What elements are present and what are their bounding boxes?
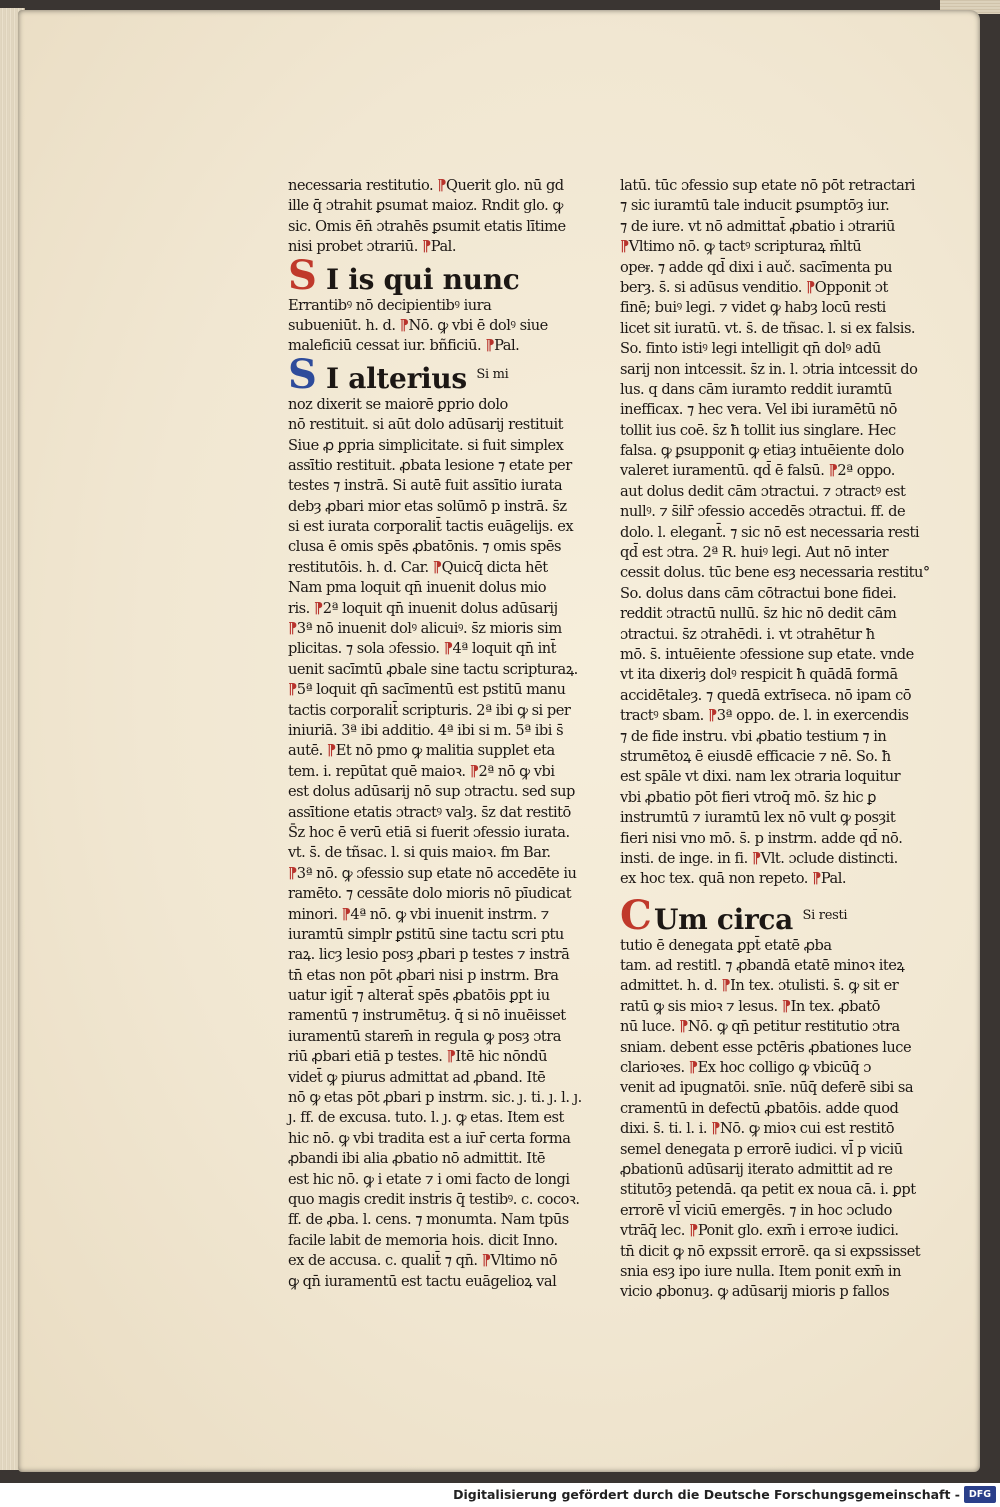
pilcrow-icon: ⁋ (432, 558, 442, 576)
pilcrow-icon: ⁋ (288, 620, 297, 638)
text-line: quo magis credit instris q̄ testibꝰ. c. cocoꝛ. (288, 1190, 580, 1208)
text-line: cessit dolus. tūc bene esȝ necessaria restitu° (620, 564, 930, 582)
text-line: assītione etatis ɔtractꝰ valȝ. s̄z dat restitō (288, 803, 571, 821)
text-line: necessaria restitutio. ⁋Querit glo. nū gd (288, 177, 564, 194)
text-line: ramēto. ⁊ cessāte dolo mioris nō pīudicat (288, 885, 572, 903)
text-line: nullꝰ. ⁊ s̄ilr̄ ɔfessio accedēs ɔtractui. ff. de (620, 503, 906, 521)
text-line: semel denegata p errorē iudici. vl̄ p viciū (620, 1140, 903, 1158)
text-line: vtrāq̄ lec. ⁋Ponit glo. exm̄ i erroꝛe iudici. (620, 1222, 899, 1240)
text-line: iniuriā. 3ª ibi additio. 4ª ibi si m. 5ª ibi s̄ (288, 721, 564, 739)
footer-bar (0, 1483, 1000, 1507)
text-line: snia esȝ ipo iure nulla. Item ponit exm̄ in (620, 1262, 901, 1280)
text-line: sniam. debent esse pctēris ꝓbationes luce (620, 1038, 912, 1056)
text-line: So. dolus dans cām cōtractui bone fidei. (620, 584, 897, 602)
text-line: valeret iuramentū. qd̄ ē falsū. ⁋2ª oppo. (620, 462, 895, 480)
heading-text: I is qui nunc (326, 262, 520, 296)
pilcrow-icon: ⁋ (421, 238, 431, 256)
right-bottom-lines (620, 936, 921, 1303)
text-line: vbi ꝓbatio pōt fieri vtroq̄ mō. s̄z hic ꝑ (620, 788, 877, 806)
pilcrow-icon: ⁋ (446, 1048, 456, 1066)
text-line: dixi. s̄. ti. l. i. ⁋Nō. ꝙ mioꝛ cui est restitō (620, 1120, 895, 1138)
text-line: subueniūt. h. d. ⁋Nō. ꝙ vbi ē dolꝰ siue (288, 316, 548, 334)
text-line: nū luce. ⁋Nō. ꝙ qn̄ petitur restitutio ɔtra (620, 1018, 900, 1036)
text-line: ɔtractui. s̄z ɔtrahēdi. i. vt ɔtrahētur ħ (620, 625, 875, 643)
pilcrow-icon: ⁋ (443, 640, 453, 658)
pilcrow-icon: ⁋ (485, 337, 495, 355)
pilcrow-icon: ⁋ (469, 762, 479, 780)
pilcrow-icon: ⁋ (751, 849, 761, 867)
dfg-logo: DFG (964, 1486, 996, 1503)
text-line: sarij non intcessit. s̄z in. l. ɔtria intcessit do (620, 360, 918, 378)
text-line: iuramtū simplr ꝑstitū sine tactu scri ptu (288, 925, 564, 943)
text-line: Nam pma loquit qn̄ inuenit dolus mio (288, 579, 546, 597)
text-line: si est iurata corporalit̄ tactis euāgelijs. ex (288, 518, 574, 536)
pilcrow-icon: ⁋ (721, 977, 731, 995)
text-line: ⁊ de fide instru. vbi ꝓbatio testium ⁊ in (620, 727, 887, 745)
text-line: tem. i. repūtat quē maioꝛ. ⁋2ª nō ꝙ vbi (288, 762, 555, 780)
text-line: stitutōȝ petendā. qa petit ex noua cā. i. ꝑpt (620, 1181, 916, 1199)
pilcrow-icon: ⁋ (828, 462, 838, 480)
text-line: testes ⁊ instrā. Si autē fuit assītio iurata (288, 477, 563, 495)
text-line: ris. ⁋2ª loquit qn̄ inuenit dolus adūsarij (288, 599, 558, 617)
text-line: ⁊ sic iuramtū tale inducit ꝑsumptōȝ iur. (620, 197, 890, 215)
text-line: clarioꝛes. ⁋Ex hoc colligo ꝙ vbicūq̄ ɔ (620, 1059, 871, 1077)
text-line: nō restituit. si aūt dolo adūsarij restituit (288, 416, 564, 434)
text-line: dolo. l. elegant̄. ⁊ sic nō est necessaria resti (620, 523, 920, 541)
text-line: finē; buiꝰ legi. ⁊ videt ꝙ habȝ locū resti (620, 299, 886, 317)
text-line: inefficax. ⁊ hec vera. Vel ibi iuramētū nō (620, 401, 897, 419)
text-line: Siue ꝓ ꝑpria simplicitate. si fuit simplex (288, 436, 564, 454)
text-line: ⁋Vltimo nō. ꝙ tactꝰ scripturaꝝ m̄ltū (620, 238, 862, 256)
section-heading-si-is-qui-nunc (288, 251, 548, 299)
pilcrow-icon: ⁋ (781, 997, 791, 1015)
text-line: ⁋3ª nō inuenit dolꝰ alicuiꝰ. s̄z mioris sim (288, 620, 562, 638)
text-line: ff. de ꝓba. l. cens. ⁊ monumta. Nam tpūs (288, 1211, 569, 1229)
text-line: mō. s̄. intuēiente ɔfessione sup etate. vnde (620, 645, 914, 663)
text-line: ramentū ⁊ instrumētuȝ. q̄ si nō inuēisset (288, 1007, 566, 1025)
text-line: ratū ꝙ sis mioꝛ ⁊ lesus. ⁋In tex. ꝓbatō (620, 997, 880, 1015)
heading-text: I alterius (326, 361, 467, 395)
text-line: videt̄ ꝙ piurus admittat ad ꝓband. Itē (288, 1068, 546, 1086)
text-line: ille q̄ ɔtrahit ꝑsumat maioz. Rndit glo. ꝙ (288, 197, 563, 215)
text-line: ꝙ qn̄ iuramentū est tactu euāgelioꝝ val (288, 1272, 557, 1290)
text-line: ⁋5ª loquit qn̄ sacīmentū est pstitū manu (288, 681, 566, 699)
pilcrow-icon: ⁋ (689, 1222, 698, 1240)
text-line: cramentū in defectū ꝓbatōis. adde quod (620, 1099, 899, 1117)
heading-side-text: Si mi (476, 366, 509, 382)
pilcrow-icon: ⁋ (288, 681, 297, 699)
text-line: tollit ius coē. s̄z ħ tollit ius singlare. Hec (620, 421, 896, 439)
text-line: tractꝰ sbam. ⁋3ª oppo. de. l. in exercendis (620, 707, 909, 725)
pilcrow-icon: ⁋ (806, 278, 815, 296)
text-line: ꝓbationū adūsarij iterato admittit ad re (620, 1160, 893, 1178)
text-line: uenit sacīmtū ꝓbale sine tactu scripturaꝝ. (288, 660, 578, 678)
text-line: restitutōis. h. d. Car. ⁋Quicq̄ dicta hēt (288, 558, 548, 576)
text-line: minori. ⁋4ª nō. ꝙ vbi inuenit instrm. ⁊ (288, 905, 549, 923)
text-line: clusa ē omis spēs ꝓbatōnis. ⁊ omis spēs (288, 538, 561, 556)
pilcrow-icon: ⁋ (620, 238, 629, 256)
section-heading-cum-circa (620, 891, 872, 939)
text-line: instrumtū ⁊ iuramtū lex nō vult ꝙ posȝit (620, 809, 896, 827)
text-line: facile labit de memoria hois. dicit Inno. (288, 1231, 558, 1249)
text-line: vicio ꝓbonuȝ. ꝙ adūsarij mioris p fallos (620, 1283, 890, 1301)
text-line: ex de accusa. c. qualit̄ ⁊ qn̄. ⁋Vltimo nō (288, 1252, 558, 1270)
text-line: vt ita dixeriȝ dolꝰ respicit ħ quādā formā (620, 666, 898, 684)
text-line: ⁋3ª nō. ꝙ ɔfessio sup etate nō accedēte iu (288, 864, 577, 882)
text-line: est dolus adūsarij nō sup ɔtractu. sed sup (288, 783, 575, 801)
right-column (620, 176, 930, 1303)
pilcrow-icon: ⁋ (437, 177, 447, 194)
right-top-lines (620, 176, 930, 890)
heading-text: Um circa (654, 902, 794, 936)
section-heading-si-alterius (288, 350, 548, 398)
text-line: tutio ē denegata ꝑpt̄ etatē ꝓba (620, 936, 832, 954)
text-line: berȝ. s̄. si adūsus venditio. ⁋Opponit ɔt (620, 278, 888, 296)
text-line: est spāle vt dixi. nam lex ɔtraria loquitur (620, 768, 901, 786)
text-line: lus. q dans cām iuramto reddit iuramtū (620, 380, 892, 398)
text-line: Errantibꝰ nō decipientibꝰ iura (288, 296, 492, 314)
text-line: vt. s̄. de tñsac. l. si quis maioꝛ. fm Bar. (288, 844, 551, 862)
pilcrow-icon: ⁋ (679, 1018, 688, 1036)
text-line: ȷ. ff. de excusa. tuto. l. ȷ. ꝙ etas. Item est (288, 1109, 564, 1127)
pilcrow-icon: ⁋ (707, 707, 717, 725)
text-line: venit ad ipugnatōi. snīe. nūq̄ deferē sibi sa (620, 1079, 914, 1097)
text-line: tn̄ etas non pōt ꝓbari nisi p instrm. Bra (288, 966, 559, 984)
text-line: hic nō. ꝙ vbi tradita est a iur̄ certa forma (288, 1129, 571, 1147)
pilcrow-icon: ⁋ (341, 905, 351, 923)
pilcrow-icon: ⁋ (288, 864, 297, 882)
pilcrow-icon: ⁋ (711, 1120, 720, 1138)
pilcrow-icon: ⁋ (313, 599, 323, 617)
text-line: noz dixerit se maiorē ꝑprio dolo (288, 395, 508, 413)
text-line: So. finto istiꝰ legi intelligit qn̄ dolꝰ adū (620, 340, 881, 358)
text-line: reddit ɔtractū nullū. s̄z hic nō dedit cām (620, 605, 897, 623)
text-line: errorē vl̄ viciū emergēs. ⁊ in hoc ɔcludo (620, 1201, 892, 1219)
text-line: plicitas. ⁊ sola ɔfessio. ⁋4ª loquit qn̄ int̄ (288, 640, 557, 658)
text-line: debȝ ꝓbari mior etas solūmō p instrā. s̄z (288, 497, 567, 515)
text-line: ex hoc tex. quā non repeto. ⁋Pal. (620, 870, 847, 888)
text-line: accidētaleȝ. ⁊ quedā extrīseca. nō ipam cō (620, 686, 912, 704)
text-line: raꝝ. licȝ lesio posȝ ꝓbari p testes ⁊ instrā (288, 946, 570, 964)
text-line: ⁊ de iure. vt nō admittat̄ ꝓbatio i ɔtrariū (620, 217, 895, 235)
pilcrow-icon: ⁋ (688, 1059, 698, 1077)
left-top-lines (288, 176, 566, 258)
pilcrow-icon: ⁋ (326, 742, 336, 760)
left-column (288, 176, 582, 1292)
text-line: latū. tūc ɔfessio sup etate nō pōt retractari (620, 177, 915, 194)
text-line: autē. ⁋Et nō pmo ꝙ malitia supplet eta (288, 742, 555, 760)
pilcrow-icon: ⁋ (399, 316, 409, 334)
text-line: fieri nisi vno mō. s̄. p instrm. adde qd̄ nō. (620, 829, 903, 847)
text-line: iuramentū starem̄ in regula ꝙ posȝ ɔtra (288, 1027, 561, 1045)
text-line: S̄z hoc ē verū etiā si fuerit ɔfessio iurata. (288, 823, 570, 841)
text-line: tam. ad restitl. ⁊ ꝓbandā etatē minoꝛ iteꝝ (620, 957, 905, 975)
initial-letter: C (620, 891, 652, 939)
footer-credit: Digitalisierung gefördert durch die Deutsche Forschungsgemeinschaft - (453, 1487, 960, 1502)
left-bottom-lines (288, 395, 582, 1292)
text-line: nō ꝙ etas pōt ꝓbari p instrm. sic. ȷ. ti. ȷ. l. ȷ. (288, 1089, 582, 1107)
text-line: tn̄ dicit ꝙ nō expssit errorē. qa si expssisset (620, 1242, 921, 1260)
heading-side-text: Si resti (802, 907, 848, 923)
text-line: insti. de inge. in fi. ⁋Vlt. ɔclude distincti. (620, 849, 898, 867)
text-line: strumētoꝝ ē eiusdē efficacie ⁊ nē. So. ħ (620, 747, 891, 765)
text-line: est hic nō. ꝙ i etate ⁊ i omi facto de longi (288, 1170, 570, 1188)
text-line: aut dolus dedit cām ɔtractui. ⁊ ɔtractꝰ est (620, 482, 906, 500)
text-line: ꝓbandi ibi alia ꝓbatio nō admittit. Itē (288, 1150, 546, 1168)
text-line: uatur igit̄ ⁊ alterat̄ spēs ꝓbatōis ꝑpt iu (288, 987, 550, 1005)
left-mid-lines (288, 296, 548, 357)
text-line: licet sit iuratū. vt. s̄. de tñsac. l. si ex falsis. (620, 319, 916, 337)
text-line: admittet. h. d. ⁋In tex. ɔtulisti. s̄. ꝙ sit er (620, 977, 899, 995)
text-line: riū ꝓbari etiā p testes. ⁋Itē hic nōndū (288, 1048, 547, 1066)
pilcrow-icon: ⁋ (812, 870, 821, 888)
initial-letter: S (288, 251, 317, 299)
text-line: nisi probet ɔtrariū. ⁋Pal. (288, 238, 456, 256)
text-line: falsa. ꝙ ꝑsupponit ꝙ etiaȝ intuēiente dolo (620, 442, 904, 460)
text-line: tactis corporalit̄ scripturis. 2ª ibi ꝙ si per (288, 701, 571, 719)
text-line: opeᵲ. ⁊ adde qd̄ dixi i auč. sacīmenta pu (620, 258, 893, 276)
text-line: sic. Omis ēn̄ ɔtrahēs ꝑsumit etatis lītime (288, 217, 566, 235)
pilcrow-icon: ⁋ (481, 1252, 491, 1270)
initial-letter: S (288, 350, 317, 398)
text-line: qd̄ est ɔtra. 2ª R. huiꝰ legi. Aut nō inter (620, 544, 889, 562)
text-line: assītio restituit. ꝓbata lesione ⁊ etate per (288, 456, 572, 474)
text-line: maleficiū cessat iur. bñficiū. ⁋Pal. (288, 337, 520, 355)
